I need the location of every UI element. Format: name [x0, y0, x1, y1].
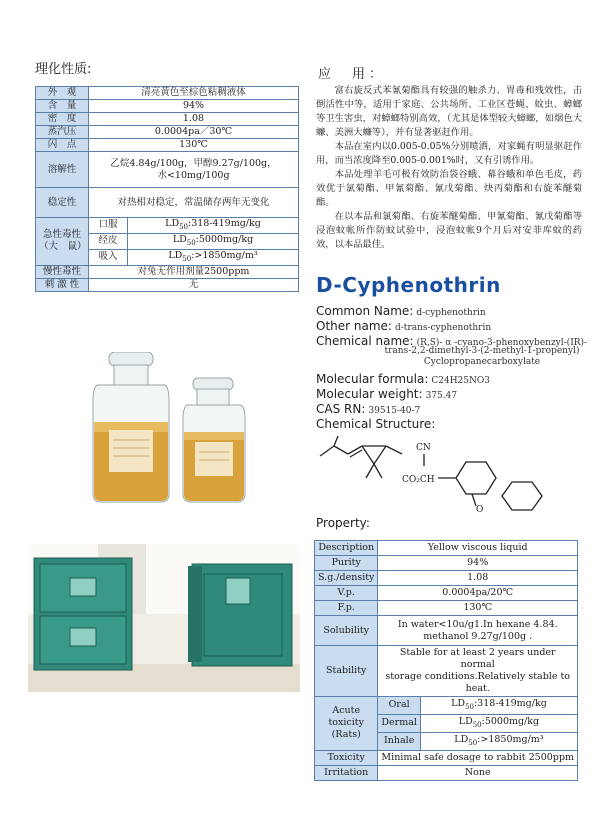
table-row: [36, 126, 299, 139]
application-paragraph: 本品处理羊毛可极有效防治袋谷蛾、幕谷蛾和单色毛皮，药效优于氯菊酯、甲氰菊酯、氰戊菊酯、炔丙菊酯和右旋苯醚菊酯。: [316, 169, 582, 208]
acute-toxicity-label: [36, 218, 89, 266]
ld-sub: 50: [186, 238, 196, 247]
route-label: Inhale: [378, 732, 421, 750]
cell-label: 稳定性: [36, 188, 89, 218]
table-row: [36, 113, 299, 126]
cell-value: [378, 646, 578, 697]
value-line: Stable for at least 2 years under normal: [399, 647, 556, 670]
info-value: trans-2,2-dimethyl-3-(2-methyl-1-propenyl): [384, 346, 580, 356]
cell-value: 1.08: [378, 571, 578, 586]
info-value: C24H25NO3: [431, 376, 490, 386]
application-paragraph: 在以本品和氯菊酯、右旋苯醚菊酯、甲氰菊酯、氰戊菊酯等浸泡蚊帐所作防蚊试验中，浸泡蚊帐9个月后对安菲库蚊的药效，以本品最佳。: [316, 211, 582, 250]
info-label: Chemical Structure:: [316, 417, 436, 431]
table-row: [315, 541, 578, 556]
ld-value: [128, 249, 299, 265]
cell-label: 蒸汽压: [36, 126, 89, 139]
info-label: Other name:: [316, 319, 392, 333]
chemical-name-continued: [366, 346, 598, 368]
cell-label: V.p.: [315, 586, 378, 601]
cell-value: [89, 152, 299, 188]
info-value: 39515-40-7: [368, 406, 421, 416]
cell-label: 密 度: [36, 113, 89, 126]
cell-label: Solubility: [315, 616, 378, 646]
ld-number: :318-419mg/kg: [188, 218, 261, 229]
info-value: 375.47: [425, 391, 458, 401]
table-row: [36, 152, 299, 188]
machine-right: [188, 564, 292, 666]
bottle-left: [93, 352, 169, 502]
ld-sub: 50: [472, 720, 482, 729]
formula-row: [316, 372, 490, 386]
cell-label: 刺 激 性: [36, 278, 89, 291]
table-row: [315, 646, 578, 697]
property-heading: Property:: [316, 516, 370, 530]
ld-number: :5000mg/kg: [195, 233, 254, 245]
value-line: In water<10u/g1.In hexane 4.84.: [397, 618, 558, 630]
value-line: 乙烷4.84g/100g，甲醇9.27g/100g，: [110, 157, 277, 169]
value-line: 水<10mg/100g: [157, 169, 230, 181]
ld-number: :5000mg/kg: [481, 715, 540, 727]
cn-property-heading: 理化性质:: [35, 62, 92, 77]
table-row: [315, 586, 578, 601]
route-label: Dermal: [378, 714, 421, 732]
cell-label: Stability: [315, 646, 378, 697]
application-paragraph: 本品在室内以0.005-0.05%分别喷洒，对家蝇有明显驱赶作用，而当浓度降至0.005-0.001%时，又有引诱作用。: [316, 141, 582, 166]
route-label: 经皮: [89, 233, 128, 249]
ld-sub: 50: [182, 254, 192, 263]
cell-label: 含 量: [36, 100, 89, 113]
cell-label: Irritation: [315, 765, 378, 780]
table-row: [36, 139, 299, 152]
cell-value: 0.0004pa/20℃: [378, 586, 578, 601]
info-label: Molecular formula:: [316, 372, 429, 386]
acute-toxicity-label: [315, 697, 378, 751]
table-row: [315, 601, 578, 616]
ld-sub: 50: [465, 702, 474, 711]
ld-sub: 50: [179, 222, 189, 231]
ld-number: :318-419mg/kg: [473, 698, 547, 709]
cell-value: None: [378, 765, 578, 780]
product-title: D-Cyphenothrin: [316, 273, 501, 297]
cas-row: [316, 402, 420, 416]
cell-label: 闪 点: [36, 139, 89, 152]
ld-value: [420, 697, 577, 715]
label-line: toxicity: [328, 717, 364, 729]
cell-value: 0.0004pa／30℃: [89, 126, 299, 139]
cell-label: Toxicity: [315, 750, 378, 765]
table-row: [36, 87, 299, 100]
info-value: (R,S)- α -cyano-3-phenoxybenzyl-(IR)-: [416, 338, 588, 348]
table-row: [36, 218, 299, 234]
info-label: Common Name:: [316, 304, 414, 318]
ld-text: LD: [168, 249, 183, 261]
en-property-table: [314, 540, 578, 781]
cell-label: 溶解性: [36, 152, 89, 188]
label-line: Acute: [332, 705, 361, 717]
cell-label: S.g./density: [315, 571, 378, 586]
info-value: d-cyphenothrin: [416, 308, 486, 318]
application-heading: 应 用：: [318, 67, 387, 82]
cell-value: 对兔无作用剂量2500ppm: [89, 265, 299, 278]
info-label: CAS RN:: [316, 402, 366, 416]
cell-label: Description: [315, 541, 378, 556]
label-line: (Rats): [331, 729, 361, 741]
table-row: [315, 571, 578, 586]
ld-value: [128, 233, 299, 249]
cell-label: F.p.: [315, 601, 378, 616]
route-label: 吸入: [89, 249, 128, 265]
info-label: Chemical name:: [316, 334, 414, 348]
table-row: [36, 188, 299, 218]
cell-label: 外 观: [36, 87, 89, 100]
cell-value: 1.08: [89, 113, 299, 126]
value-line: methanol 9.27g/100g .: [423, 630, 533, 642]
table-row: [315, 750, 578, 765]
cell-label: 慢性毒性: [36, 265, 89, 278]
table-row: [315, 765, 578, 780]
application-paragraph: 富右旋反式苯氰菊酯具有较强的触杀力、胃毒和残效性，击倒活性中等，适用于家庭、公共场所、工业区苍蝇、蚊虫、蟑螂等卫生害虫，对蟑螂特别高效，（尤其是体型较大蟑螂，如烟色大蠊、美洲大蠊等），并有显著驱赶作用。: [316, 85, 582, 138]
ld-text: LD: [451, 698, 466, 709]
other-name-row: [316, 319, 491, 333]
bottle-right: [183, 378, 245, 502]
structure-cn-label: CN: [416, 443, 431, 453]
cn-property-table: [35, 86, 299, 292]
route-label: Oral: [378, 697, 421, 715]
ld-sub: 50: [468, 738, 478, 747]
cell-value: 对热相对稳定，常温储存两年无变化: [89, 188, 299, 218]
ld-text: LD: [454, 733, 469, 745]
cell-value: Yellow viscous liquid: [378, 541, 578, 556]
ld-number: :>1850mg/m³: [477, 733, 544, 745]
ld-text: LD: [165, 218, 180, 229]
machine-left: [34, 558, 132, 670]
table-row: [36, 100, 299, 113]
ld-text: LD: [172, 233, 187, 245]
cell-value: 130℃: [89, 139, 299, 152]
cell-value: Minimal safe dosage to rabbit 2500ppm: [378, 750, 578, 765]
structure-ester-label: CO₂CH: [402, 475, 435, 485]
common-name-row: [316, 304, 486, 318]
table-row: [315, 616, 578, 646]
ld-value: [128, 218, 299, 234]
table-row: [36, 265, 299, 278]
cell-value: 94%: [89, 100, 299, 113]
ld-text: LD: [458, 715, 473, 727]
info-value: Cyclopropanecarboxylate: [423, 357, 541, 367]
cell-label: Purity: [315, 556, 378, 571]
application-text: [316, 84, 582, 252]
value-line: storage conditions.Relatively stable to heat.: [385, 671, 571, 694]
production-equipment-photo: [28, 544, 300, 692]
info-value: d-trans-cyphenothrin: [394, 323, 492, 333]
structure-o-label: O: [476, 505, 484, 515]
weight-row: [316, 387, 457, 401]
label-line: 急性毒性: [42, 229, 81, 241]
product-bottles-photo: [85, 352, 261, 510]
label-line: （大 鼠）: [39, 241, 87, 253]
cell-value: 无: [89, 278, 299, 291]
ld-number: :>1850mg/m³: [191, 249, 258, 261]
structure-label-row: [316, 417, 435, 431]
cell-value: [378, 616, 578, 646]
cell-value: 94%: [378, 556, 578, 571]
ld-value: [420, 732, 577, 750]
cell-value: 清亮黄色至棕色粘稠液体: [89, 87, 299, 100]
info-label: Molecular weight:: [316, 387, 423, 401]
chemical-structure-diagram: [316, 434, 576, 516]
structure-bonds: [320, 436, 542, 510]
cell-value: 130℃: [378, 601, 578, 616]
ld-value: [420, 714, 577, 732]
table-row: [36, 278, 299, 291]
table-row: [315, 556, 578, 571]
route-label: 口服: [89, 218, 128, 234]
table-row: [315, 697, 578, 715]
